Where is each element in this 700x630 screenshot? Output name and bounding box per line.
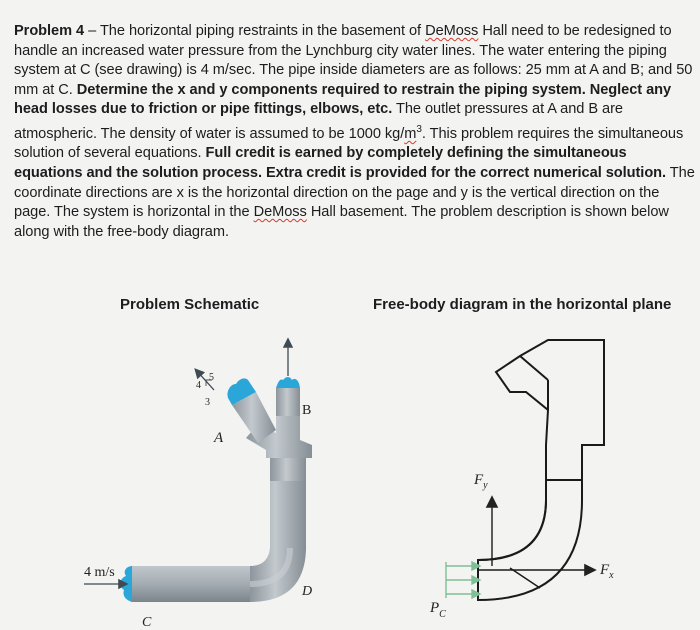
pressure-arrows [446,562,480,598]
label-b: B [302,403,312,418]
free-body-diagram [478,340,604,600]
problem-bold-2: Full credit is earned by completely defining the simultaneous equations and the solution process. Extra credit is provided for the correct numerical solution. [14,145,667,182]
hall-name: DeMoss [425,23,479,39]
fy-label: $F_y$ [474,472,488,491]
slope-hyp-label: 5 [209,372,214,383]
schematic-title: Problem Schematic [120,296,260,313]
label-c: C [142,615,152,630]
velocity-label: 4 m/s [84,565,115,580]
problem-text-1: The horizontal piping restraints in the basement of [99,23,426,39]
fbd-title: Free-body diagram in the horizontal plane [373,296,672,313]
density-exponent: 3 [416,123,422,135]
label-a: A [214,430,224,446]
problem-text-3: The outlet pressures at A and B are atmospheric. The density of water is assumed to be 1000 kg/ [14,101,623,142]
pipe-inlet-section [132,566,250,602]
problem-text-6: Hall basement. The problem description is shown below along with the free-body diagram. [14,204,669,240]
problem-text-5: The coordinate directions are x is the horizontal direction on the page and y is the vertical direction on the page. The system is horizontal in the [14,165,695,221]
pipe-branch-b [276,388,300,416]
fbd-body-outline [478,340,604,600]
slope-rise-label: 4 [196,380,201,391]
label-d: D [302,584,313,599]
problem-label: Problem 4 [14,23,85,39]
problem-dash: – [84,23,100,39]
problem-bold-1: Determine the x and y components required to restrain the piping system. Neglect any head losses due to friction or pipe fittings, elbows, etc. [14,81,672,118]
problem-text-4: . This problem requires the simultaneous solution of several equations. [14,125,684,162]
water-jet-b [276,377,300,388]
pc-label: $P_C$ [430,600,446,620]
pipe-riser [270,455,306,481]
density-unit: m [404,125,417,142]
slope-run-label: 3 [205,397,210,408]
fx-label: $F_x$ [600,562,614,581]
problem-text-2: Hall need to be redesigned to handle an increased water pressure from the Lynchburg city water lines. The water entering the piping system at C (see drawing) is 4 m/sec. The pipe inside diameters are as follows: 25 mm at A and B; and 50 mm at C. [14,23,693,98]
hall-name-2: DeMoss [253,204,307,221]
